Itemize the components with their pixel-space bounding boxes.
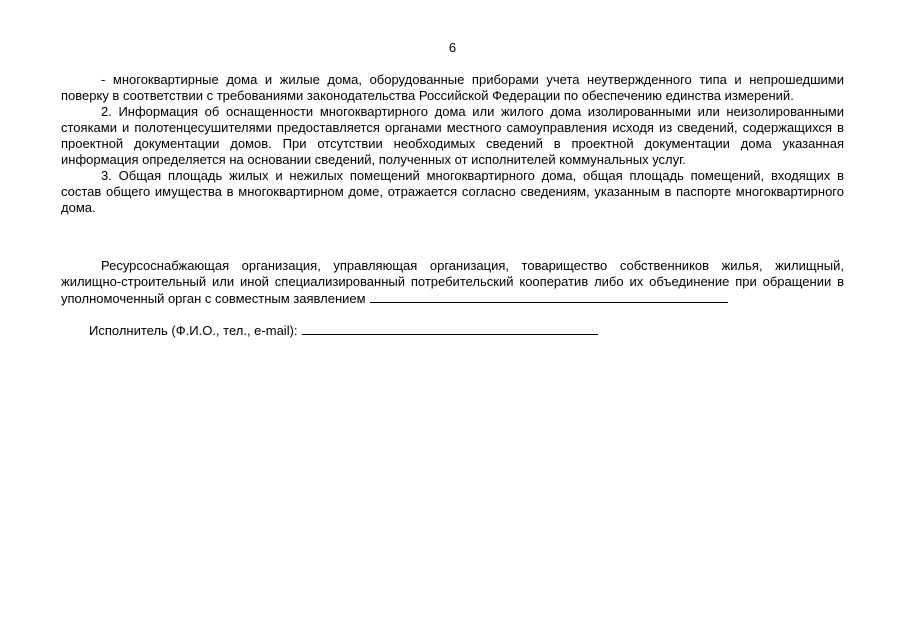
section-gap bbox=[61, 216, 844, 258]
closing-paragraph-text: Ресурсоснабжающая организация, управляющая организация, товарищество собственников жилья, жилищный, жилищно-строительный или иной специализированный потребительский кооператив либо их объединение при обращении в уполномоченный орган с совместным заявлением bbox=[61, 258, 844, 306]
signature-blank-line bbox=[370, 290, 728, 303]
closing-paragraph bbox=[61, 258, 844, 307]
paragraph-risers-info: 2. Информация об оснащенности многоквартирного дома или жилого дома изолированными или неизолированными стояками и полотенцесушителями предоставляется органами местного самоуправления исходя из сведений, содержащихся в проектной документации домов. При отсутствии необходимых сведений в проектной документации дома указанная информация определяется на основании сведений, полученных от исполнителей коммунальных услуг. bbox=[61, 104, 844, 167]
executor-line bbox=[61, 322, 844, 339]
document-body bbox=[61, 72, 844, 339]
paragraph-total-area: 3. Общая площадь жилых и нежилых помещений многоквартирного дома, общая площадь помещений, входящих в состав общего имущества в многоквартирном доме, отражается согласно сведениям, указанным в паспорте многоквартирного дома. bbox=[61, 168, 844, 215]
paragraph-meters: - многоквартирные дома и жилые дома, оборудованные приборами учета неутвержденного типа и непрошедшими поверку в соответствии с требованиями законодательства Российской Федерации по обеспечению единства измерений. bbox=[61, 72, 844, 103]
executor-label: Исполнитель (Ф.И.О., тел., e-mail): bbox=[89, 323, 298, 338]
page-number: 6 bbox=[448, 40, 457, 55]
executor-blank-line bbox=[302, 322, 598, 335]
